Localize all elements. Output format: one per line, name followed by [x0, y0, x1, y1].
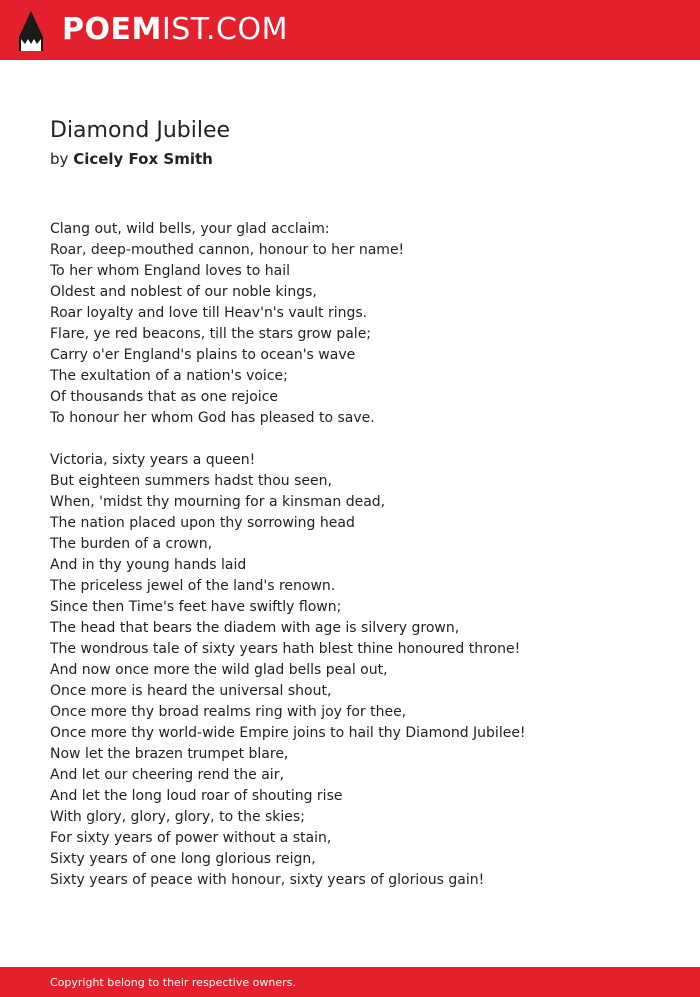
pencil-tip-logo-icon	[18, 10, 44, 52]
copyright-notice: Copyright belong to their respective owners.	[50, 976, 296, 989]
poem-line: And now once more the wild glad bells peal out,	[50, 662, 388, 678]
poem-line: Once more is heard the universal shout,	[50, 683, 332, 699]
poem-line: Roar loyalty and love till Heav'n's vault rings.	[50, 305, 368, 321]
poem-line: The burden of a crown,	[50, 536, 213, 552]
poem-line: The exultation of a nation's voice;	[50, 368, 288, 384]
poem-line: But eighteen summers hadst thou seen,	[50, 473, 332, 489]
poem-line: Since then Time's feet have swiftly flown;	[50, 599, 342, 615]
site-logo-link[interactable]	[62, 13, 288, 47]
poem-line: Now let the brazen trumpet blare,	[50, 746, 289, 762]
site-footer	[0, 967, 700, 997]
logo-light-text: IST.COM	[161, 12, 288, 47]
poem-line: Roar, deep-mouthed cannon, honour to her name!	[50, 242, 405, 258]
poem-byline	[50, 148, 213, 170]
poem-body	[50, 219, 670, 912]
poem-line: To honour her whom God has pleased to save.	[50, 410, 375, 426]
poem-stanza	[50, 450, 670, 891]
poem-line: The wondrous tale of sixty years hath blest thine honoured throne!	[50, 641, 521, 657]
poem-line: With glory, glory, glory, to the skies;	[50, 809, 305, 825]
poem-line: Of thousands that as one rejoice	[50, 389, 278, 405]
poem-line: Sixty years of peace with honour, sixty years of glorious gain!	[50, 872, 485, 888]
poem-line: Victoria, sixty years a queen!	[50, 452, 256, 468]
poem-title: Diamond Jubilee	[50, 118, 231, 143]
poem-stanza	[50, 219, 670, 429]
poem-line: When, 'midst thy mourning for a kinsman dead,	[50, 494, 386, 510]
poem-line: Once more thy world-wide Empire joins to hail thy Diamond Jubilee!	[50, 725, 526, 741]
poem-line: And let our cheering rend the air,	[50, 767, 284, 783]
poem-line: The priceless jewel of the land's renown.	[50, 578, 336, 594]
poem-author: Cicely Fox Smith	[73, 150, 213, 168]
poem-line: Carry o'er England's plains to ocean's wave	[50, 347, 356, 363]
poem-line: Sixty years of one long glorious reign,	[50, 851, 316, 867]
byline-prefix: by	[50, 150, 69, 168]
poem-line: Clang out, wild bells, your glad acclaim:	[50, 221, 330, 237]
poem-line: Once more thy broad realms ring with joy for thee,	[50, 704, 407, 720]
poem-line: And in thy young hands laid	[50, 557, 247, 573]
site-header	[0, 0, 700, 60]
poem-line: The head that bears the diadem with age is silvery grown,	[50, 620, 460, 636]
logo-bold-text: POEM	[62, 12, 162, 47]
poem-line: For sixty years of power without a stain,	[50, 830, 332, 846]
poem-line: Oldest and noblest of our noble kings,	[50, 284, 317, 300]
poem-line: The nation placed upon thy sorrowing head	[50, 515, 355, 531]
poem-line: To her whom England loves to hail	[50, 263, 290, 279]
poem-line: Flare, ye red beacons, till the stars grow pale;	[50, 326, 372, 342]
poem-line: And let the long loud roar of shouting rise	[50, 788, 343, 804]
